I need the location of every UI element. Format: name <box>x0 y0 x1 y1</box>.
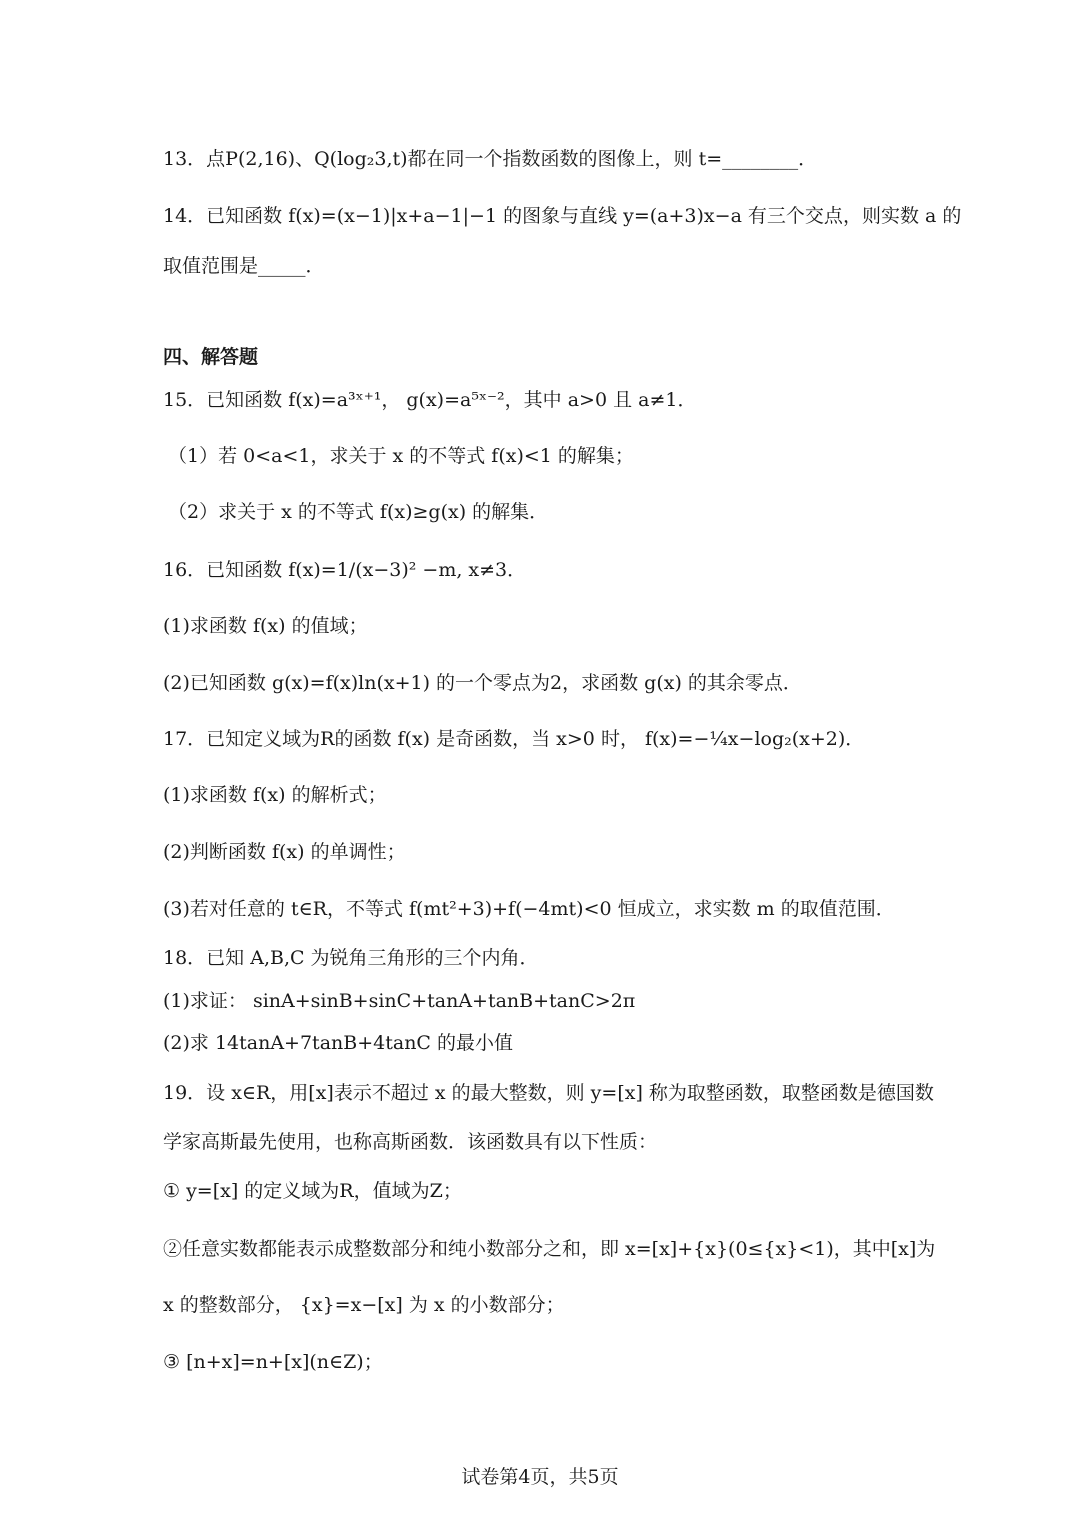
question-18-part-2: (2)求 14tanA+7tanB+4tanC 的最小值 <box>163 1032 514 1054</box>
question-14-line-2: 取值范围是_____． <box>163 255 325 277</box>
question-18-part-1: (1)求证： sinA+sinB+sinC+tanA+tanB+tanC>2π <box>163 990 636 1012</box>
question-17-part-3: (3)若对任意的 t∈R，不等式 f(mt²+3)+f(−4mt)<0 恒成立，求实数 m 的取值范围． <box>163 898 895 920</box>
question-17-part-2: (2)判断函数 f(x) 的单调性； <box>163 841 406 863</box>
question-16: 16．已知函数 f(x)=1/(x−3)² −m, x≠3． <box>163 559 527 581</box>
question-18: 18．已知 A,B,C 为锐角三角形的三个内角． <box>163 947 539 969</box>
question-19-property-2-line-1: ②任意实数都能表示成整数部分和纯小数部分之和，即 x=[x]+{x}(0≤{x}<1)，其中[x]为 <box>163 1238 936 1260</box>
question-14-line-1: 14．已知函数 f(x)=(x−1)|x+a−1|−1 的图象与直线 y=(a+3)x−a 有三个交点，则实数 a 的 <box>163 205 962 227</box>
question-16-part-2: (2)已知函数 g(x)=f(x)ln(x+1) 的一个零点为2，求函数 g(x) 的其余零点． <box>163 672 802 694</box>
question-19-property-2-line-2: x 的整数部分， {x}=x−[x] 为 x 的小数部分； <box>163 1294 565 1316</box>
question-15: 15．已知函数 f(x)=a³ˣ⁺¹， g(x)=a⁵ˣ⁻²，其中 a>0 且 a≠1． <box>163 389 697 411</box>
question-19-property-3: ③ [n+x]=n+[x](n∈Z)； <box>163 1351 383 1373</box>
section-heading-answers: 四、解答题 <box>163 346 259 368</box>
question-17-part-1: (1)求函数 f(x) 的解析式； <box>163 784 387 806</box>
question-15-part-2: （2）求关于 x 的不等式 f(x)≥g(x) 的解集． <box>168 501 549 523</box>
question-13: 13．点P(2,16)、Q(log₂3,t)都在同一个指数函数的图像上，则 t=________． <box>163 148 818 170</box>
question-19-line-2: 学家高斯最先使用，也称高斯函数．该函数具有以下性质： <box>163 1131 658 1153</box>
page-footer: 试卷第4页，共5页 <box>461 1466 619 1488</box>
question-19-line-1: 19．设 x∈R，用[x]表示不超过 x 的最大整数，则 y=[x] 称为取整函数，取整函数是德国数 <box>163 1082 934 1104</box>
question-19-property-1: ① y=[x] 的定义域为R，值域为Z； <box>163 1180 462 1202</box>
question-16-part-1: (1)求函数 f(x) 的值域； <box>163 615 368 637</box>
question-17: 17．已知定义域为R的函数 f(x) 是奇函数，当 x>0 时， f(x)=−¼x−log₂(x+2)． <box>163 728 865 750</box>
question-15-part-1: （1）若 0<a<1，求关于 x 的不等式 f(x)<1 的解集； <box>168 445 634 467</box>
